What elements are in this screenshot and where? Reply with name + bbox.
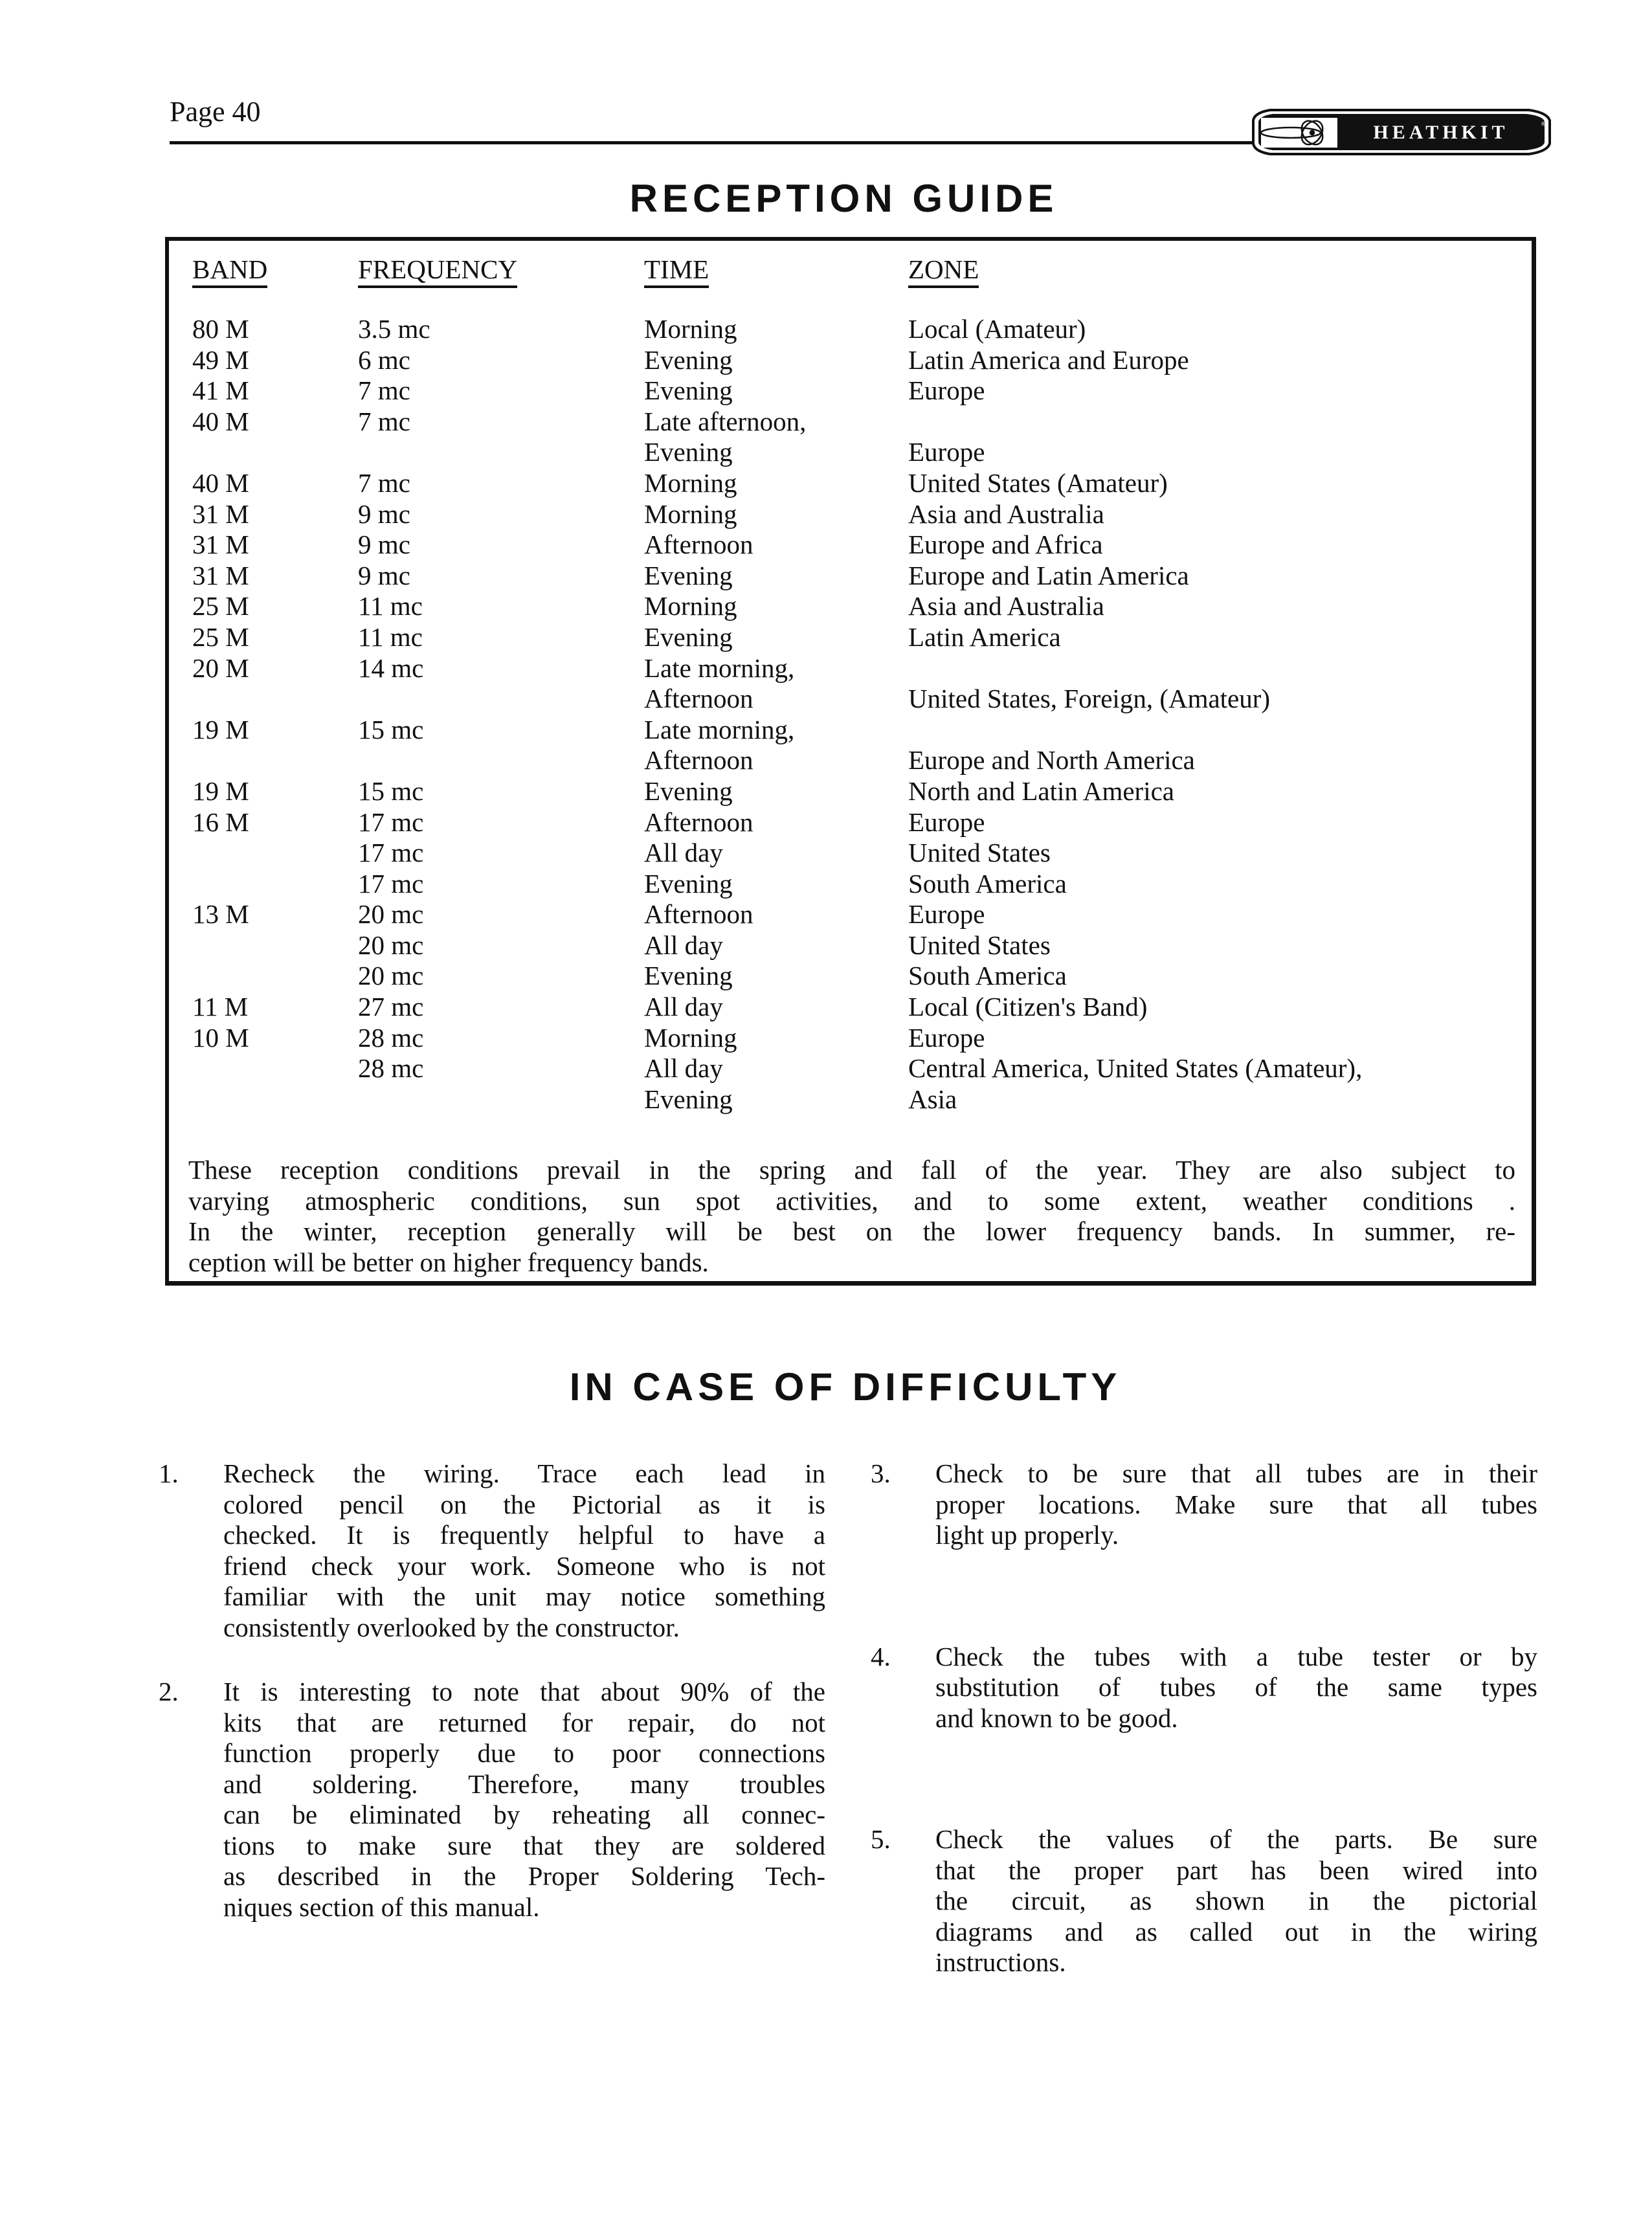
cell-zone: South America bbox=[908, 961, 1067, 991]
item-text-line: can be eliminated by reheating all connec- bbox=[223, 1800, 825, 1829]
table-row bbox=[169, 1023, 1532, 1054]
cell-frequency: 15 mc bbox=[358, 714, 424, 744]
cell-zone: Central America, United States (Amateur), bbox=[908, 1053, 1363, 1084]
cell-frequency: 14 mc bbox=[358, 653, 424, 683]
item-text-line: and known to be good. bbox=[935, 1702, 1178, 1733]
cell-frequency: 7 mc bbox=[358, 375, 410, 406]
cell-band: 41 M bbox=[192, 375, 249, 406]
cell-band: 80 M bbox=[192, 314, 249, 344]
table-row bbox=[169, 899, 1532, 930]
cell-time: Morning bbox=[644, 314, 737, 344]
table-row bbox=[169, 776, 1532, 807]
table-row bbox=[169, 684, 1532, 715]
cell-zone: Latin America bbox=[908, 621, 1061, 652]
cell-time: Afternoon bbox=[644, 745, 753, 776]
cell-frequency: 11 mc bbox=[358, 591, 423, 621]
cell-time: Morning bbox=[644, 498, 737, 529]
table-row bbox=[169, 1084, 1532, 1115]
item-text-line: Recheck the wiring. Trace each lead in bbox=[223, 1458, 825, 1488]
item-text-line: Check the tubes with a tube tester or by bbox=[935, 1641, 1537, 1671]
cell-band: 49 M bbox=[192, 344, 249, 375]
table-row bbox=[169, 468, 1532, 499]
cell-band: 11 M bbox=[192, 992, 249, 1022]
note-line: varying atmospheric conditions, sun spot activities, and to some extent, weather conditions . bbox=[188, 1185, 1515, 1216]
cell-zone: United States (Amateur) bbox=[908, 467, 1168, 498]
difficulty-column-left bbox=[146, 1458, 825, 1923]
cell-time: Evening bbox=[644, 560, 733, 590]
table-row bbox=[169, 314, 1532, 345]
cell-zone: Europe bbox=[908, 807, 985, 837]
column-header-time: TIME bbox=[644, 254, 709, 285]
cell-zone: Asia bbox=[908, 1084, 957, 1114]
cell-frequency: 20 mc bbox=[358, 930, 424, 960]
item-number: 3. bbox=[871, 1458, 891, 1488]
item-text-line: Check to be sure that all tubes are in their bbox=[935, 1458, 1537, 1488]
cell-time: Evening bbox=[644, 776, 733, 806]
table-row bbox=[169, 869, 1532, 900]
cell-band: 20 M bbox=[192, 653, 249, 683]
cell-time: Afternoon bbox=[644, 899, 753, 930]
item-text-line: the circuit, as shown in the pictorial bbox=[935, 1886, 1537, 1915]
item-text-line: niques section of this manual. bbox=[223, 1892, 540, 1922]
cell-time: Late morning, bbox=[644, 714, 795, 744]
emblem-panel bbox=[1261, 118, 1337, 148]
cell-frequency: 11 mc bbox=[358, 621, 423, 652]
item-text-line: tions to make sure that they are soldered bbox=[223, 1830, 825, 1860]
table-row bbox=[169, 407, 1532, 438]
cell-frequency: 17 mc bbox=[358, 807, 424, 837]
header-rule bbox=[170, 141, 1270, 144]
cell-frequency: 9 mc bbox=[358, 530, 410, 560]
table-row bbox=[169, 930, 1532, 961]
cell-zone: United States bbox=[908, 838, 1051, 868]
item-text-line: Check the values of the parts. Be sure bbox=[935, 1824, 1537, 1854]
cell-zone: Europe and North America bbox=[908, 745, 1195, 776]
column-header-frequency: FREQUENCY bbox=[358, 254, 517, 285]
cell-band: 25 M bbox=[192, 621, 249, 652]
logo-wordmark: HEATHKIT bbox=[1373, 122, 1509, 143]
list-item bbox=[858, 1824, 1537, 1978]
cell-band: 31 M bbox=[192, 560, 249, 590]
table-row bbox=[169, 530, 1532, 561]
cell-band: 13 M bbox=[192, 899, 249, 930]
item-text-line: It is interesting to note that about 90% of the bbox=[223, 1677, 825, 1706]
cell-zone: Asia and Australia bbox=[908, 498, 1104, 529]
cell-zone: Europe and Latin America bbox=[908, 560, 1189, 590]
cell-time: Afternoon bbox=[644, 530, 753, 560]
list-item bbox=[146, 1677, 825, 1923]
column-header-band: BAND bbox=[192, 254, 267, 285]
cell-time: Afternoon bbox=[644, 807, 753, 837]
table-row bbox=[169, 591, 1532, 622]
item-text-line: kits that are returned for repair, do not bbox=[223, 1707, 825, 1737]
item-text-line: friend check your work. Someone who is not bbox=[223, 1550, 825, 1581]
cell-zone: Europe bbox=[908, 375, 985, 406]
item-number: 4. bbox=[871, 1641, 891, 1671]
item-text-line: function properly due to poor connections bbox=[223, 1738, 825, 1768]
cell-zone: Local (Citizen's Band) bbox=[908, 992, 1148, 1022]
cell-frequency: 9 mc bbox=[358, 498, 410, 529]
cell-band: 40 M bbox=[192, 467, 249, 498]
item-text-line: familiar with the unit may notice something bbox=[223, 1581, 825, 1611]
cell-zone: South America bbox=[908, 868, 1067, 898]
table-row bbox=[169, 345, 1532, 376]
table-row bbox=[169, 1053, 1532, 1084]
item-text-line: diagrams and as called out in the wiring bbox=[935, 1916, 1537, 1947]
table-row bbox=[169, 807, 1532, 838]
registered-mark: ® bbox=[1541, 121, 1546, 127]
table-body bbox=[169, 314, 1532, 1115]
cell-zone: United States, Foreign, (Amateur) bbox=[908, 684, 1271, 714]
table-row bbox=[169, 375, 1532, 407]
cell-frequency: 3.5 mc bbox=[358, 314, 430, 344]
cell-frequency: 7 mc bbox=[358, 406, 410, 436]
note-line: In the winter, reception generally will be best on the lower frequency bands. In summer, re- bbox=[188, 1216, 1515, 1247]
item-text-line: consistently overlooked by the constructor. bbox=[223, 1612, 680, 1642]
cell-time: Afternoon bbox=[644, 684, 753, 714]
cell-time: Morning bbox=[644, 467, 737, 498]
cell-frequency: 20 mc bbox=[358, 899, 424, 930]
table-row bbox=[169, 961, 1532, 992]
reception-guide-box bbox=[165, 237, 1536, 1286]
cell-time: Evening bbox=[644, 868, 733, 898]
heathkit-logo bbox=[1251, 106, 1555, 158]
cell-time: Evening bbox=[644, 375, 733, 406]
table-row bbox=[169, 653, 1532, 684]
reception-note bbox=[188, 1155, 1515, 1278]
cell-time: Evening bbox=[644, 437, 733, 467]
cell-zone: Asia and Australia bbox=[908, 591, 1104, 621]
page-number: Page 40 bbox=[170, 96, 261, 128]
cell-time: Late morning, bbox=[644, 653, 795, 683]
table-row bbox=[169, 715, 1532, 746]
cell-band: 19 M bbox=[192, 776, 249, 806]
cell-zone: Europe bbox=[908, 899, 985, 930]
cell-band: 40 M bbox=[192, 406, 249, 436]
cell-zone: Europe bbox=[908, 437, 985, 467]
cell-band: 31 M bbox=[192, 530, 249, 560]
table-row bbox=[169, 437, 1532, 468]
table-row bbox=[169, 992, 1532, 1023]
item-text-line: light up properly. bbox=[935, 1520, 1119, 1550]
cell-time: All day bbox=[644, 930, 723, 960]
table-row bbox=[169, 838, 1532, 869]
item-number: 1. bbox=[159, 1458, 179, 1488]
cell-zone: Latin America and Europe bbox=[908, 344, 1189, 375]
cell-frequency: 28 mc bbox=[358, 1053, 424, 1084]
cell-band: 19 M bbox=[192, 714, 249, 744]
cell-time: Evening bbox=[644, 344, 733, 375]
item-text-line: and soldering. Therefore, many troubles bbox=[223, 1769, 825, 1799]
item-text-line: that the proper part has been wired into bbox=[935, 1855, 1537, 1885]
cell-frequency: 20 mc bbox=[358, 961, 424, 991]
cell-frequency: 28 mc bbox=[358, 1022, 424, 1053]
table-row bbox=[169, 561, 1532, 592]
cell-time: Evening bbox=[644, 1084, 733, 1114]
cell-zone: United States bbox=[908, 930, 1051, 960]
item-text-line: instructions. bbox=[935, 1947, 1066, 1977]
column-header-zone: ZONE bbox=[908, 254, 979, 285]
item-text-line: colored pencil on the Pictorial as it is bbox=[223, 1489, 825, 1519]
cell-zone: Local (Amateur) bbox=[908, 314, 1086, 344]
item-text-line: proper locations. Make sure that all tubes bbox=[935, 1489, 1537, 1519]
item-number: 5. bbox=[871, 1824, 891, 1854]
cell-band: 31 M bbox=[192, 498, 249, 529]
cell-frequency: 15 mc bbox=[358, 776, 424, 806]
cell-time: Morning bbox=[644, 591, 737, 621]
item-number: 2. bbox=[159, 1677, 179, 1706]
item-text-line: substitution of tubes of the same types bbox=[935, 1672, 1537, 1702]
cell-time: Evening bbox=[644, 621, 733, 652]
cell-time: All day bbox=[644, 838, 723, 868]
reception-guide-title: RECEPTION GUIDE bbox=[629, 177, 1058, 220]
item-text-line: as described in the Proper Soldering Tech- bbox=[223, 1861, 825, 1891]
cell-frequency: 17 mc bbox=[358, 838, 424, 868]
note-line: ception will be better on higher frequency bands. bbox=[188, 1247, 709, 1277]
cell-frequency: 9 mc bbox=[358, 560, 410, 590]
cell-time: Morning bbox=[644, 1022, 737, 1053]
table-row bbox=[169, 622, 1532, 653]
cell-band: 10 M bbox=[192, 1022, 249, 1053]
item-text-line: checked. It is frequently helpful to have a bbox=[223, 1520, 825, 1550]
cell-zone: Europe and Africa bbox=[908, 530, 1103, 560]
table-row bbox=[169, 499, 1532, 530]
cell-time: Late afternoon, bbox=[644, 406, 807, 436]
list-item bbox=[858, 1458, 1537, 1551]
difficulty-title: IN CASE OF DIFFICULTY bbox=[569, 1365, 1122, 1409]
table-row bbox=[169, 745, 1532, 776]
note-line: These reception conditions prevail in the spring and fall of the year. They are also subject to bbox=[188, 1155, 1515, 1185]
cell-band: 16 M bbox=[192, 807, 249, 837]
cell-frequency: 7 mc bbox=[358, 467, 410, 498]
cell-band: 25 M bbox=[192, 591, 249, 621]
cell-time: Evening bbox=[644, 961, 733, 991]
cell-time: All day bbox=[644, 992, 723, 1022]
cell-frequency: 27 mc bbox=[358, 992, 424, 1022]
cell-zone: Europe bbox=[908, 1022, 985, 1053]
difficulty-column-right bbox=[858, 1458, 1537, 1978]
cell-zone: North and Latin America bbox=[908, 776, 1175, 806]
cell-time: All day bbox=[644, 1053, 723, 1084]
list-item bbox=[146, 1458, 825, 1643]
cell-frequency: 17 mc bbox=[358, 868, 424, 898]
cell-frequency: 6 mc bbox=[358, 344, 410, 375]
list-item bbox=[858, 1642, 1537, 1734]
